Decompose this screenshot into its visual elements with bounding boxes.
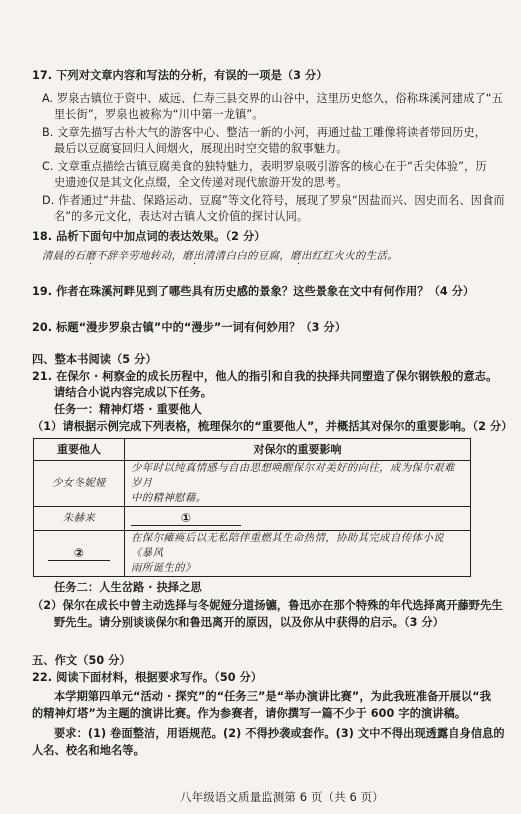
q18-stem: 18. 品析下面句中加点词的表达效果。（2 分） — [32, 230, 266, 243]
q17-option-c-line2: 史遗迹仅是其文化点缀，全文传递对现代旅游开发的思考。 — [54, 176, 348, 189]
q21-stem-line1: 21. 在保尔 · 柯察金的成长历程中，他人的指引和自我的抉择共同塑造了保尔钢铁般的意志。 — [32, 370, 498, 383]
table-row — [34, 507, 471, 531]
section5-title: 五、作文（50 分） — [32, 654, 131, 667]
q17-option-d-line2: 名”的多元文化，表达对古镇人文价值的探讨认同。 — [54, 210, 309, 223]
essay-material-line1: 本学期第四单元“活动 · 探究”的“任务三”是“举办演讲比赛”，为此我班准备开展以“我 — [54, 690, 491, 703]
essay-material-line2: 的精神灯塔”为主题的演讲比赛。作为参赛者，请你撰写一篇不少于 600 字的演讲稿。 — [32, 707, 467, 720]
q17-option-b-line1: B. 文章先描写古朴大气的游客中心、整洁一新的小河，再通过盐工雕像将读者带回历史， — [42, 126, 487, 139]
q17-option-a-line2: 里长街”，罗泉也被称为“川中第一龙镇”。 — [54, 108, 264, 121]
section4-title: 四、整本书阅读（5 分） — [32, 353, 157, 366]
table-row — [34, 531, 471, 577]
table-header-influence: 对保尔的重要影响 — [125, 439, 471, 461]
table-header-person: 重要他人 — [34, 439, 125, 461]
answer-blank-1[interactable]: ① — [131, 511, 241, 526]
emphasis-dot: · — [193, 259, 197, 270]
table-cell-influence — [125, 461, 471, 507]
q19-stem: 19. 作者在珠溪河畔见到了哪些具有历史感的景象？这些景象在文中有何作用？（4 分） — [32, 285, 475, 298]
essay-requirement-line1: 要求：(1) 卷面整洁，用语规范。(2) 不得抄袭或套作。(3) 文中不得出现透露自身信息的 — [54, 727, 505, 740]
task1-question: （1）请根据示例完成下列表格，梳理保尔的“重要他人”，并概括其对保尔的重要影响。（2 分） — [32, 420, 513, 433]
emphasis-dot: · — [89, 259, 93, 270]
table-cell-influence — [125, 531, 471, 577]
task2-title: 任务二：人生岔路 · 抉择之思 — [54, 581, 202, 594]
task1-title: 任务一：精神灯塔 · 重要他人 — [54, 403, 202, 416]
table-cell-person: 少女冬妮娅 — [34, 461, 125, 507]
q20-stem: 20. 标题“漫步罗泉古镇”中的“漫步”一词有何妙用？（3 分） — [32, 321, 347, 334]
essay-requirement-line2: 人名、校名和地名等。 — [32, 744, 145, 757]
q17-option-d-line1: D. 作者通过“井盐、保路运动、豆腐”等文化符号，展现了罗泉“因盐而兴、因史而名、因食而 — [42, 194, 505, 207]
important-people-table — [33, 438, 471, 577]
q21-stem-line2: 请结合小说内容完成以下任务。 — [54, 386, 213, 399]
answer-blank-2[interactable]: ② — [48, 546, 110, 561]
table-cell-person — [34, 531, 125, 577]
q17-option-c-line1: C. 文章重点描绘古镇豆腐美食的独特魅力，表明罗泉吸引游客的核心在于“舌尖体验”，历 — [42, 160, 487, 173]
table-cell-person: 朱赫来 — [34, 507, 125, 531]
influence-text-line1: 少年时以纯真情感与自由思想唤醒保尔对美好的向往，成为保尔艰难岁月 — [131, 462, 455, 489]
emphasis-dot: · — [297, 259, 301, 270]
table-header-row — [34, 439, 471, 461]
table-cell-influence — [125, 507, 471, 531]
influence-text-line2: 中的精神慰藉。 — [131, 492, 207, 504]
table-row — [34, 461, 471, 507]
page-footer: 八年级语文质量监测第 6 页（共 6 页） — [180, 790, 384, 804]
influence-text-line1: 在保尔瘫痪后以无私陪伴重燃其生命热情，协助其完成自传体小说《暴风 — [131, 532, 444, 559]
influence-text-line2: 雨所诞生的》 — [131, 562, 196, 574]
q22-stem: 22. 阅读下面材料，根据要求写作。（50 分） — [32, 671, 263, 684]
q17-option-b-line2: 最后以豆腐宴回归人间烟火，展现出时空交错的叙事魅力。 — [54, 142, 348, 155]
q17-option-a-line1: A. 罗泉古镇位于资中、威远、仁寿三县交界的山谷中，这里历史悠久，俗称珠溪河建成了“五 — [42, 92, 503, 105]
task2-question-line2: 野先生。请分别谈谈保尔和鲁迅离开的原因，以及你从中获得的启示。（3 分） — [54, 616, 445, 629]
task2-question-line1: （2）保尔在成长中曾主动选择与冬妮娅分道扬镳，鲁迅亦在那个特殊的年代选择离开藤野先生 — [32, 599, 503, 612]
q18-sentence: 清晨的石磨不辞辛劳地转动，磨出清清白白的豆腐，磨出红红火火的生活。 — [42, 250, 399, 262]
q17-stem: 17. 下列对文章内容和写法的分析，有误的一项是（3 分） — [32, 69, 328, 82]
